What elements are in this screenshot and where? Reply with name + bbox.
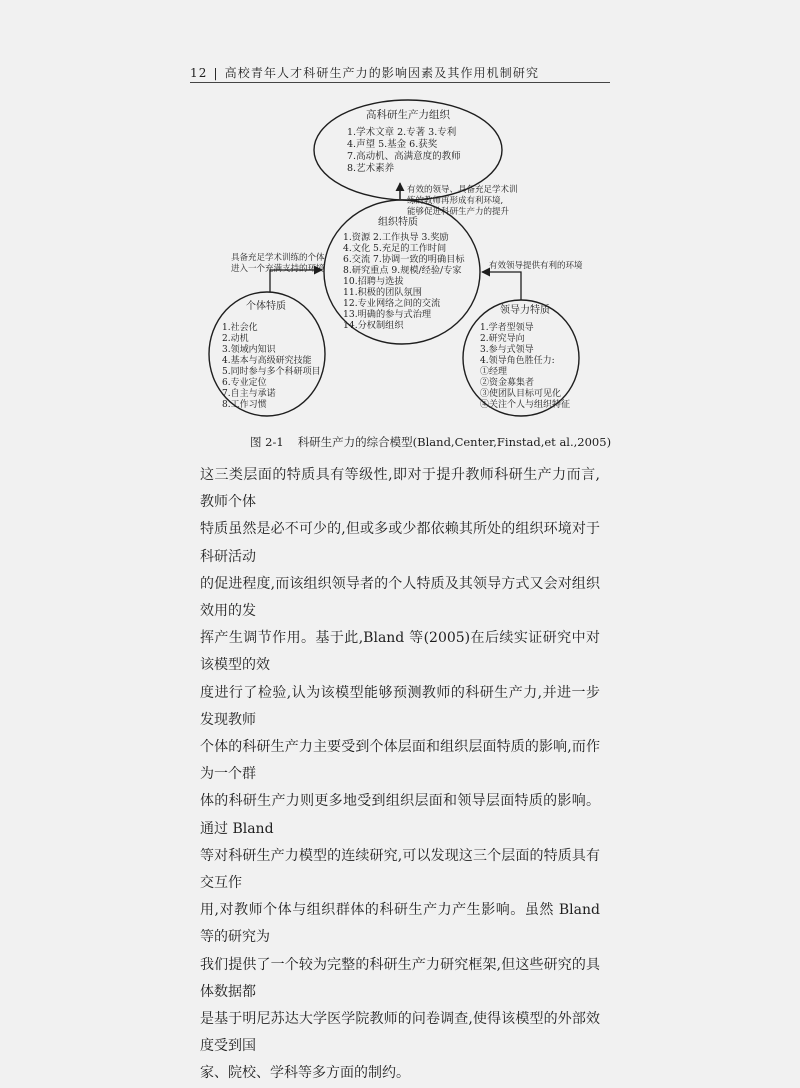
- right-node-title: 领导力特质: [500, 305, 550, 316]
- left-node-title: 个体特质: [246, 301, 286, 312]
- right-node-item: 2.研究导向: [480, 334, 525, 344]
- center-node-item: 4.文化 5.充足的工作时间: [343, 243, 447, 254]
- body-line: 体的科研生产力则更多地受到组织层面和领导层面特质的影响。通过 Bland: [200, 793, 600, 837]
- right-node-item: ①经理: [480, 367, 508, 377]
- right-node-item: ②资金募集者: [480, 378, 535, 388]
- body-line: 等对科研生产力模型的连续研究,可以发现这三个层面的特质具有交互作: [200, 847, 600, 892]
- body-line: 这三类层面的特质具有等级性,即对于提升教师科研生产力而言,教师个体: [200, 467, 600, 511]
- body-paragraph: [200, 462, 600, 1088]
- arrow-top-label-line: 能够促进科研生产力的提升: [407, 207, 510, 217]
- right-node-item: 1.学者型领导: [480, 323, 534, 333]
- figure-title: 科研生产力的综合模型(Bland,Center,Finstad,et al.,2005): [297, 435, 612, 449]
- book-title: 高校青年人才科研生产力的影响因素及其作用机制研究: [224, 66, 540, 80]
- left-node-item: 2.动机: [222, 334, 249, 344]
- body-line: 的促进程度,而该组织领导者的个人特质及其领导方式又会对组织效用的发: [200, 575, 600, 620]
- arrow-right-label: 有效领导提供有利的环境: [489, 261, 583, 271]
- center-node-item: 12.专业网络之间的交流: [343, 298, 441, 309]
- right-node-item: 3.参与式领导: [480, 345, 534, 355]
- center-node-item: 1.资源 2.工作执导 3.奖励: [343, 232, 449, 243]
- body-line: 特质虽然是必不可少的,但或多或少都依赖其所处的组织环境对于科研活动: [200, 521, 600, 565]
- figure-number: 图 2-1: [250, 435, 284, 449]
- left-node-item: 7.自主与承诺: [222, 389, 276, 399]
- right-node-item: ④关注个人与组织特征: [480, 400, 571, 410]
- right-node-item: ③使团队目标可见化: [480, 389, 562, 399]
- body-line: 是基于明尼苏达大学医学院教师的问卷调查,使得该模型的外部效度受到国: [200, 1011, 600, 1055]
- figure-caption: [250, 434, 611, 450]
- arrow-top-label-line: 有效的领导、具备充足学术训: [407, 185, 518, 195]
- center-node-item: 14.分权制组织: [343, 320, 404, 331]
- arrow-top-label-line: 练的教师再形成有利环境,: [407, 196, 504, 206]
- body-line: 个体的科研生产力主要受到个体层面和组织层面特质的影响,而作为一个群: [200, 739, 600, 783]
- center-node-item: 13.明确的参与式治理: [343, 309, 432, 320]
- top-node-item: 4.声望 5.基金 6.获奖: [347, 139, 438, 150]
- arrow-top-label: [407, 184, 518, 217]
- body-line: 家、院校、学科等多方面的制约。: [200, 1065, 410, 1082]
- left-node-item: 6.专业定位: [222, 378, 267, 388]
- right-node: [480, 303, 570, 410]
- top-node-item: 1.学术文章 2.专著 3.专利: [347, 127, 457, 138]
- arrow-left-label-line: 进入一个充满支持的环境: [231, 264, 325, 274]
- top-node-item: 8.艺术素养: [347, 163, 395, 174]
- center-node: [343, 215, 465, 331]
- arrow-right-to-center: [482, 272, 521, 300]
- body-line: 我们提供了一个较为完整的科研生产力研究框架,但这些研究的具体数据都: [200, 956, 600, 1000]
- body-line: 用,对教师个体与组织群体的科研生产力产生影响。虽然 Bland 等的研究为: [200, 902, 600, 946]
- body-line: 挥产生调节作用。基于此,Bland 等(2005)在后续实证研究中对该模型的效: [200, 630, 600, 674]
- left-node-item: 8.工作习惯: [222, 400, 267, 410]
- center-node-title: 组织特质: [378, 217, 418, 228]
- header-separator: |: [213, 66, 219, 80]
- top-node-item: 7.高动机、高满意度的教师: [347, 151, 461, 162]
- left-node: [222, 299, 321, 410]
- left-node-item: 5.同时参与多个科研项目: [222, 367, 321, 377]
- top-node: [347, 108, 461, 174]
- center-node-item: 10.招聘与选拔: [343, 276, 404, 287]
- top-node-title: 高科研生产力组织: [366, 109, 450, 121]
- center-node-item: 11.积极的团队氛围: [343, 287, 422, 298]
- center-node-item: 6.交流 7.协调一致的明确目标: [343, 254, 465, 265]
- center-node-item: 8.研究重点 9.规模/经验/专家: [343, 265, 462, 276]
- page-number: 12: [190, 66, 208, 80]
- left-node-item: 3.领域内知识: [222, 345, 276, 355]
- left-node-item: 4.基本与高级研究技能: [222, 356, 312, 366]
- right-node-item: 4.领导角色胜任力:: [480, 356, 555, 366]
- left-node-item: 1.社会化: [222, 323, 258, 333]
- arrow-left-label: [231, 252, 325, 274]
- arrow-left-label-line: 具备充足学术训练的个体: [231, 253, 325, 263]
- body-line: 度进行了检验,认为该模型能够预测教师的科研生产力,并进一步发现教师: [200, 684, 600, 728]
